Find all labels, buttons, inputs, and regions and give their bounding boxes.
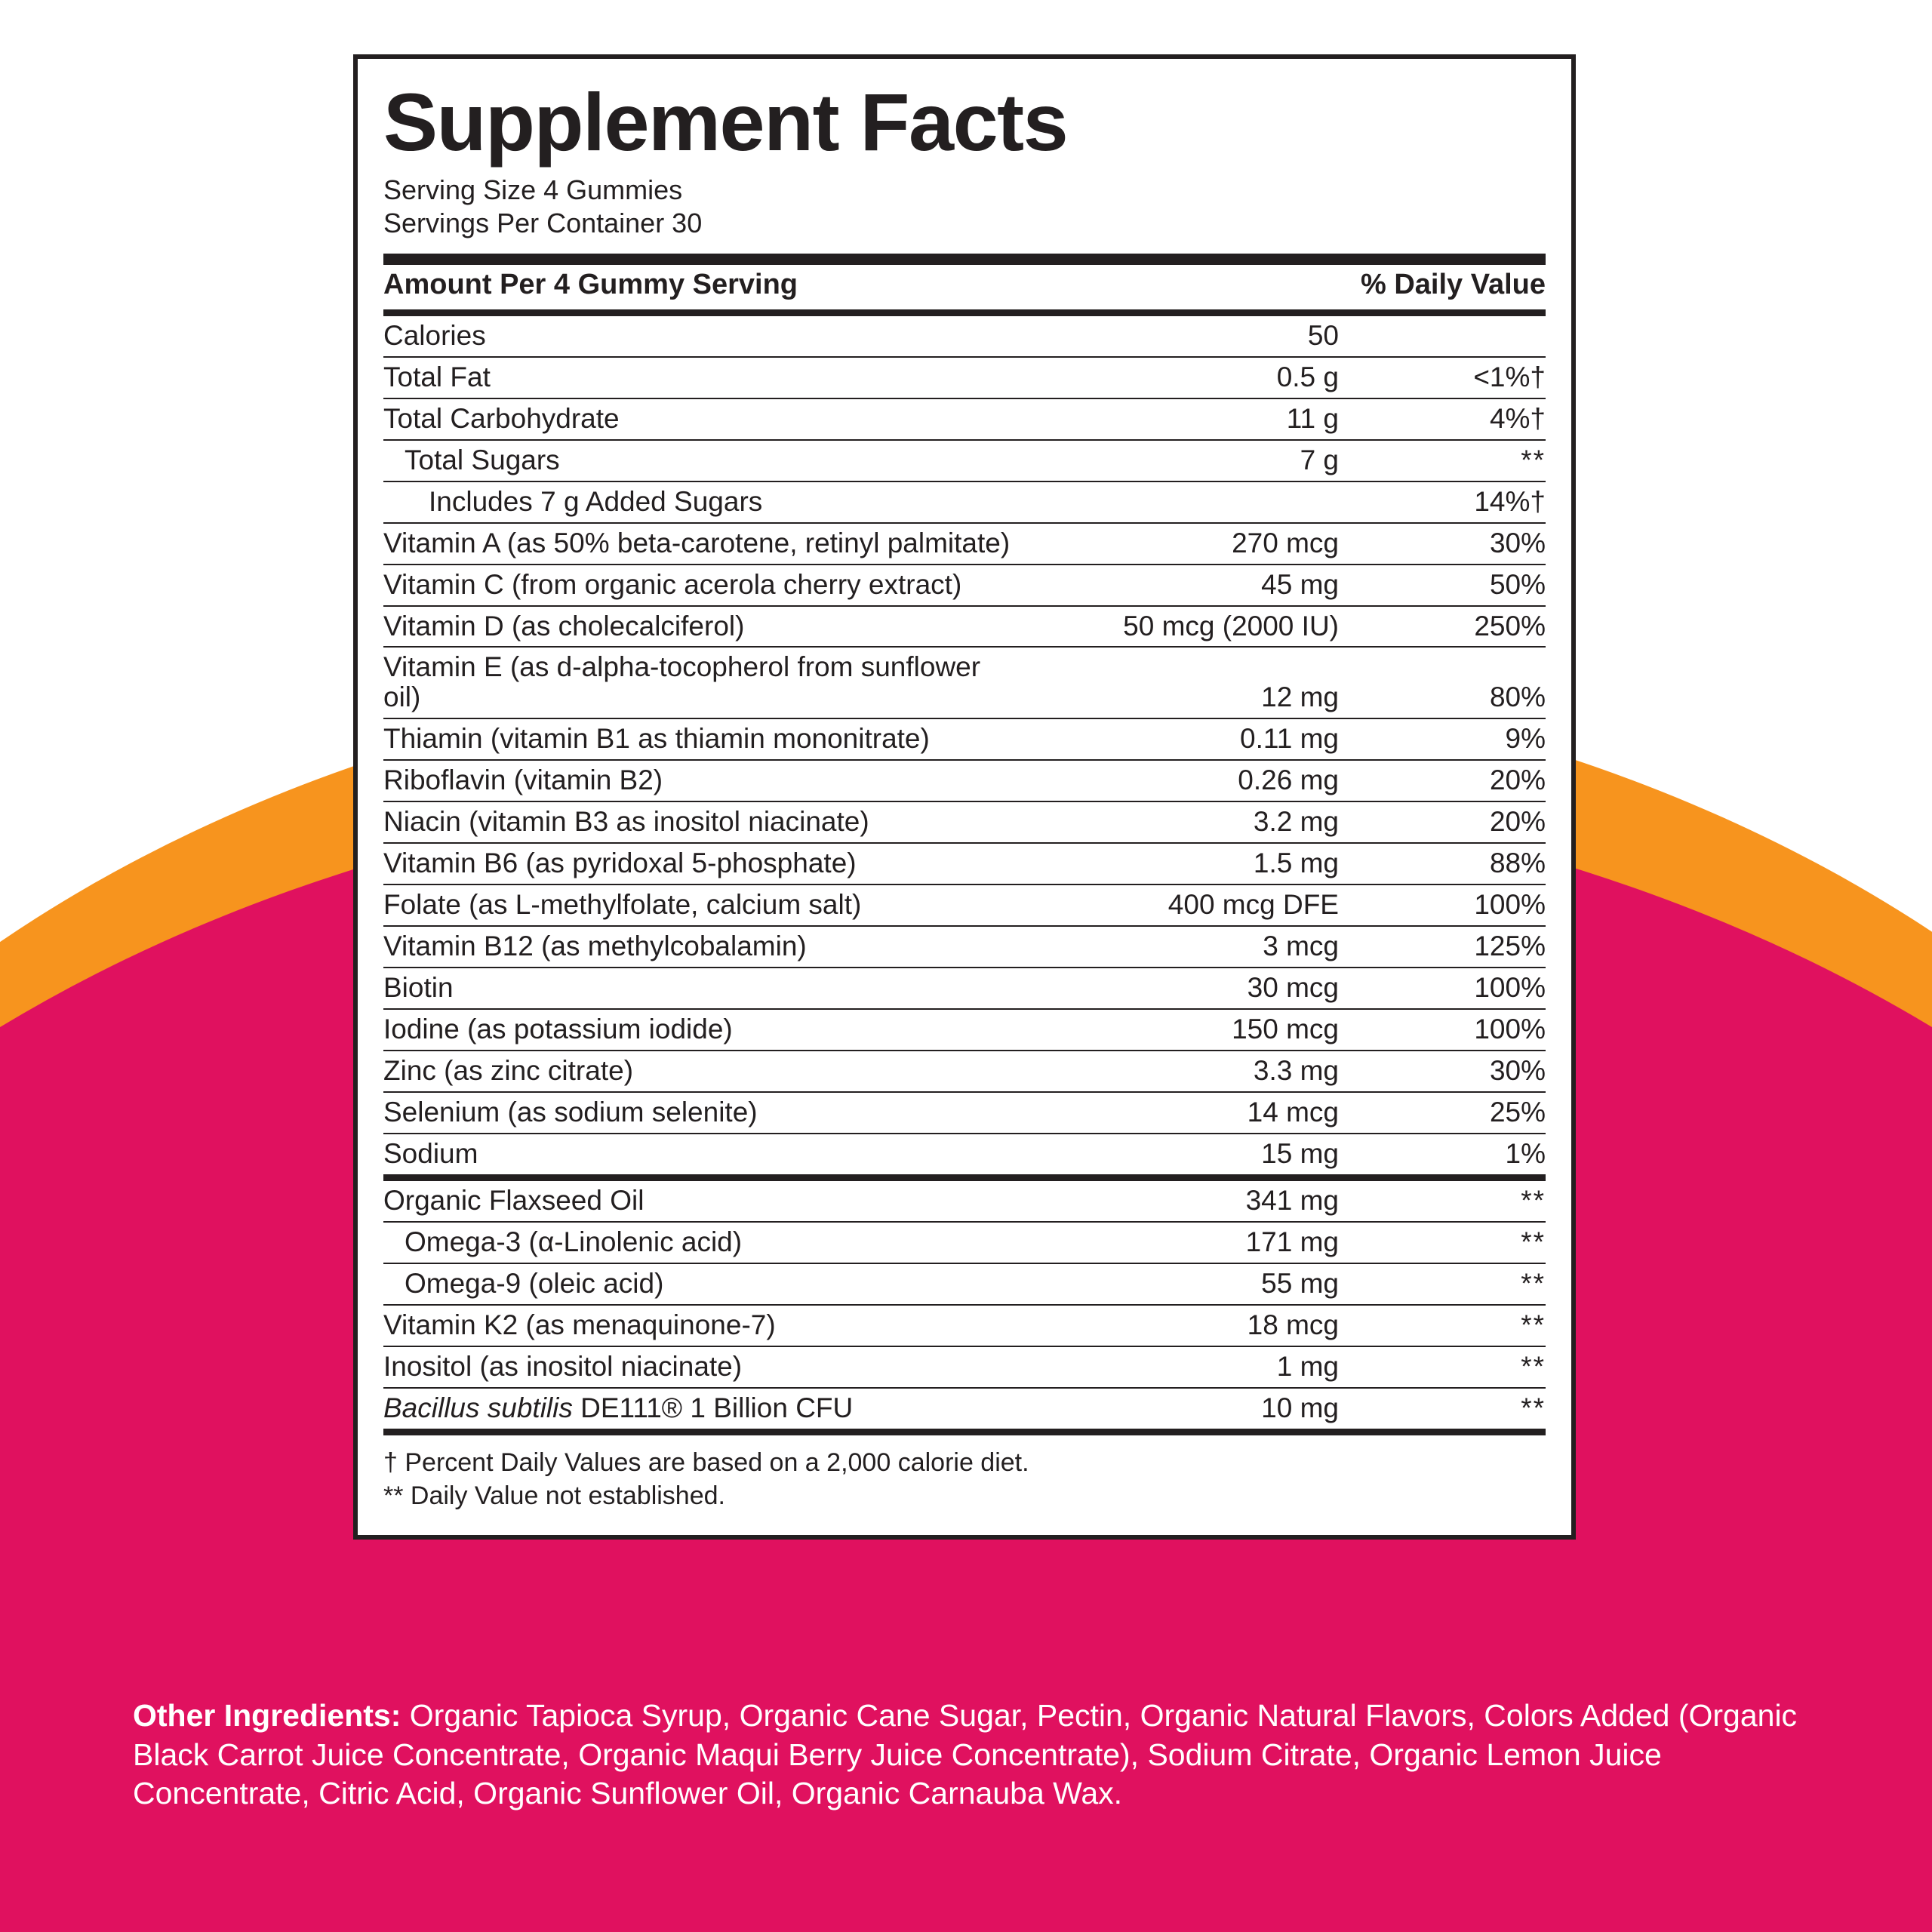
- divider-medium-bottom: [383, 1429, 1546, 1435]
- nutrient-daily-value: **: [1342, 1305, 1546, 1346]
- nutrient-amount: 1.5 mg: [1014, 843, 1342, 884]
- nutrient-daily-value: 30%: [1342, 1051, 1546, 1092]
- nutrient-daily-value: 80%: [1342, 647, 1546, 718]
- panel-title: Supplement Facts: [383, 76, 1068, 168]
- nutrient-name: Folate (as L-methylfolate, calcium salt): [383, 884, 1014, 926]
- nutrient-name: Total Fat: [383, 357, 1014, 398]
- table-row: [383, 968, 1546, 1009]
- nutrient-daily-value: <1%†: [1342, 357, 1546, 398]
- nutrient-amount: 7 g: [1014, 440, 1342, 481]
- table-row: [383, 801, 1546, 843]
- nutrient-name: Vitamin D (as cholecalciferol): [383, 606, 1014, 648]
- nutrient-name: Vitamin K2 (as menaquinone-7): [383, 1305, 1014, 1346]
- nutrient-daily-value: 20%: [1342, 760, 1546, 801]
- table-row: [383, 1134, 1546, 1174]
- table-row: [383, 1009, 1546, 1051]
- nutrient-amount: 3.3 mg: [1014, 1051, 1342, 1092]
- nutrient-name: Vitamin E (as d-alpha-tocopherol from sunflower oil): [383, 647, 1014, 718]
- nutrient-name: [383, 1388, 1014, 1429]
- nutrient-amount: 0.5 g: [1014, 357, 1342, 398]
- nutrient-name: Sodium: [383, 1137, 478, 1169]
- table-row: [383, 1388, 1546, 1429]
- nutrient-amount: 10 mg: [1261, 1392, 1339, 1423]
- table-row: [383, 1305, 1546, 1346]
- table-row: [383, 398, 1546, 440]
- supplement-facts-panel: [353, 54, 1576, 1540]
- nutrient-name: Organic Flaxseed Oil: [383, 1181, 1014, 1222]
- nutrient-amount: 1 mg: [1014, 1346, 1342, 1388]
- table-row: [383, 440, 1546, 481]
- other-ingredients-label: Other Ingredients:: [133, 1698, 401, 1733]
- nutrient-name: Selenium (as sodium selenite): [383, 1092, 1014, 1134]
- servings-per-container-text: Servings Per Container 30: [383, 207, 703, 238]
- table-row: [383, 1346, 1546, 1388]
- nutrient-daily-value: 20%: [1342, 801, 1546, 843]
- nutrient-daily-value: 14%†: [1342, 481, 1546, 523]
- table-row: [383, 1181, 1546, 1222]
- divider-medium-mid: [383, 1174, 1546, 1181]
- nutrient-daily-value: 250%: [1342, 606, 1546, 648]
- table-header-row: [383, 265, 1546, 309]
- nutrient-amount: 0.26 mg: [1014, 760, 1342, 801]
- divider-thick-top: [383, 254, 1546, 265]
- nutrient-daily-value: 1%: [1505, 1137, 1546, 1169]
- footnote-daily-values: † Percent Daily Values are based on a 2,000 calorie diet.: [383, 1447, 1029, 1477]
- nutrient-name: Thiamin (vitamin B1 as thiamin mononitrate): [383, 718, 1014, 760]
- nutrient-name-rest: DE111® 1 Billion CFU: [572, 1392, 854, 1423]
- table-row: [383, 1263, 1546, 1305]
- nutrient-daily-value: 4%†: [1342, 398, 1546, 440]
- header-daily-value-label: % Daily Value: [1360, 268, 1546, 300]
- table-row: [383, 1092, 1546, 1134]
- nutrient-amount: 3 mcg: [1014, 926, 1342, 968]
- nutrient-amount: 150 mcg: [1014, 1009, 1342, 1051]
- serving-size-text: Serving Size 4 Gummies: [383, 174, 683, 205]
- nutrient-amount: 400 mcg DFE: [1014, 884, 1342, 926]
- nutrient-daily-value: 100%: [1342, 968, 1546, 1009]
- nutrient-amount: 15 mg: [1261, 1137, 1339, 1169]
- nutrient-amount: 55 mg: [1014, 1263, 1342, 1305]
- nutrient-name: Inositol (as inositol niacinate): [383, 1346, 1014, 1388]
- footnote-not-established: ** Daily Value not established.: [383, 1481, 725, 1510]
- nutrient-name: Biotin: [383, 968, 1014, 1009]
- nutrient-name: Niacin (vitamin B3 as inositol niacinate): [383, 801, 1014, 843]
- nutrient-name: Omega-3 (α-Linolenic acid): [383, 1222, 1014, 1263]
- nutrient-daily-value: **: [1342, 1181, 1546, 1222]
- nutrient-name: Total Carbohydrate: [383, 398, 1014, 440]
- nutrient-daily-value: **: [1342, 1346, 1546, 1388]
- nutrient-name: Omega-9 (oleic acid): [383, 1263, 1014, 1305]
- nutrient-amount: 11 g: [1014, 398, 1342, 440]
- nutrient-daily-value: **: [1342, 1263, 1546, 1305]
- nutrient-daily-value: 50%: [1342, 565, 1546, 606]
- table-row: [383, 843, 1546, 884]
- nutrient-daily-value: [1342, 316, 1546, 357]
- divider-medium-under-header: [383, 309, 1546, 316]
- nutrient-daily-value: **: [1342, 1222, 1546, 1263]
- nutrient-name: Calories: [383, 316, 1014, 357]
- nutrient-name: Includes 7 g Added Sugars: [383, 481, 1014, 523]
- table-row: [383, 316, 1546, 357]
- nutrient-amount: 45 mg: [1014, 565, 1342, 606]
- nutrient-daily-value: 25%: [1342, 1092, 1546, 1134]
- nutrient-name: Zinc (as zinc citrate): [383, 1051, 1014, 1092]
- table-row: [383, 481, 1546, 523]
- nutrient-name: Vitamin C (from organic acerola cherry extract): [383, 565, 1014, 606]
- nutrient-daily-value: **: [1521, 1392, 1546, 1423]
- nutrient-daily-value: 30%: [1342, 523, 1546, 565]
- header-amount-label: Amount Per 4 Gummy Serving: [383, 268, 798, 300]
- nutrient-daily-value: 88%: [1342, 843, 1546, 884]
- table-row: [383, 718, 1546, 760]
- nutrient-amount: 30 mcg: [1014, 968, 1342, 1009]
- other-ingredients-text: Organic Tapioca Syrup, Organic Cane Sugar, Pectin, Organic Natural Flavors, Colors Added (Organic Black Carrot Juice Concentrate, Organic Maqui Berry Juice Concentrate), Sodium Citrate, Organic Lemon Juice Concentrate, Citric Acid, Organic Sunflower Oil, Organic Carnauba Wax.: [133, 1698, 1798, 1811]
- nutrition-table-primary: [383, 265, 1546, 309]
- table-row: [383, 647, 1546, 718]
- table-row: [383, 1051, 1546, 1092]
- nutrient-amount: 3.2 mg: [1014, 801, 1342, 843]
- nutrient-name: Total Sugars: [383, 440, 1014, 481]
- nutrient-amount: 0.11 mg: [1014, 718, 1342, 760]
- table-row: [383, 926, 1546, 968]
- table-row: [383, 565, 1546, 606]
- nutrient-daily-value: 9%: [1342, 718, 1546, 760]
- nutrient-amount: 341 mg: [1014, 1181, 1342, 1222]
- nutrient-amount: 18 mcg: [1014, 1305, 1342, 1346]
- table-row: [383, 357, 1546, 398]
- nutrient-amount: 171 mg: [1014, 1222, 1342, 1263]
- nutrient-name: Riboflavin (vitamin B2): [383, 760, 1014, 801]
- table-row: [383, 606, 1546, 648]
- nutrient-daily-value: 100%: [1342, 1009, 1546, 1051]
- header-amount-spacer: [1014, 265, 1342, 309]
- nutrition-table-secondary: [383, 1181, 1546, 1429]
- nutrient-name: Vitamin B6 (as pyridoxal 5-phosphate): [383, 843, 1014, 884]
- other-ingredients-block: [133, 1697, 1835, 1814]
- nutrient-name: Iodine (as potassium iodide): [383, 1009, 1014, 1051]
- nutrient-name: Vitamin B12 (as methylcobalamin): [383, 926, 1014, 968]
- nutrient-amount: 50: [1014, 316, 1342, 357]
- nutrient-daily-value: 100%: [1342, 884, 1546, 926]
- table-row: [383, 884, 1546, 926]
- nutrient-daily-value: **: [1342, 440, 1546, 481]
- nutrient-daily-value: 125%: [1342, 926, 1546, 968]
- nutrient-amount: 14 mcg: [1014, 1092, 1342, 1134]
- nutrient-amount: 12 mg: [1014, 647, 1342, 718]
- nutrient-amount: [1014, 481, 1342, 523]
- nutrition-table-rows: [383, 316, 1546, 1174]
- table-row: [383, 760, 1546, 801]
- table-row: [383, 523, 1546, 565]
- table-row: [383, 1222, 1546, 1263]
- nutrient-amount: 50 mcg (2000 IU): [1014, 606, 1342, 648]
- nutrient-amount: 270 mcg: [1014, 523, 1342, 565]
- nutrient-name: Vitamin A (as 50% beta-carotene, retinyl palmitate): [383, 523, 1014, 565]
- nutrient-name-italic: Bacillus subtilis: [383, 1392, 573, 1423]
